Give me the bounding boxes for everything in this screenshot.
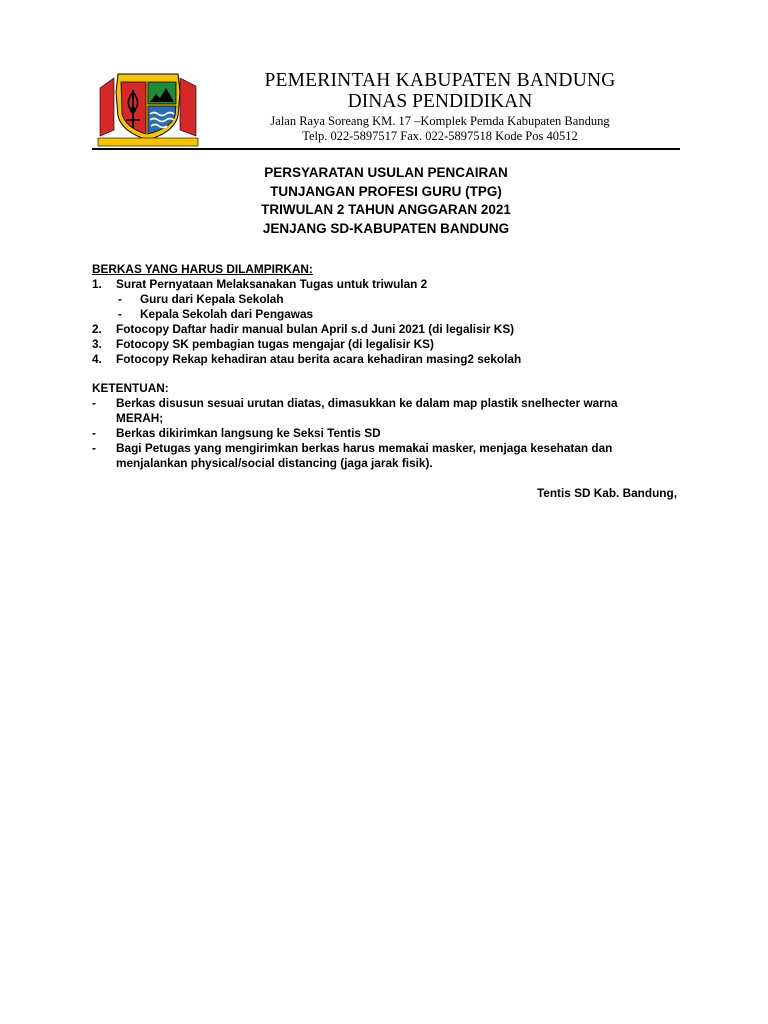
dash-bullet: -: [92, 426, 96, 440]
document-title: [92, 164, 680, 238]
title-line-4: JENJANG SD-KABUPATEN BANDUNG: [262, 220, 510, 236]
signature-line: Tentis SD Kab. Bandung,: [536, 486, 677, 500]
agency-name: DINAS PENDIDIKAN: [347, 91, 533, 112]
list-text: Berkas disusun sesuai urutan diatas, dimasukkan ke dalam map plastik snelhecter warna: [116, 396, 618, 410]
sub-list-text: Kepala Sekolah dari Pengawas: [140, 307, 314, 321]
letterhead: [92, 70, 680, 150]
dash-bullet: -: [118, 292, 122, 306]
document-body: [92, 262, 682, 471]
sub-list-text: Guru dari Kepala Sekolah: [140, 292, 284, 306]
spacer: [92, 367, 682, 381]
list-text-continued: menjalankan physical/social distancing (jaga jarak fisik).: [116, 456, 433, 470]
sub-list-item: [92, 292, 682, 307]
list-item: [92, 396, 682, 426]
dash-bullet: -: [118, 307, 122, 321]
list-text: Bagi Petugas yang mengirimkan berkas harus memakai masker, menjaga kesehatan dan: [116, 441, 613, 455]
list-number: 3.: [92, 337, 102, 351]
list-item: [92, 337, 682, 352]
list-text: Fotocopy Rekap kehadiran atau berita acara kehadiran masing2 sekolah: [116, 352, 522, 366]
list-number: 2.: [92, 322, 102, 336]
dash-bullet: -: [92, 396, 96, 410]
list-item: [92, 277, 682, 292]
list-text: Surat Pernyataan Melaksanakan Tugas untuk triwulan 2: [116, 277, 428, 291]
title-line-1: PERSYARATAN USULAN PENCAIRAN: [264, 165, 508, 180]
letterhead-divider: [92, 148, 680, 150]
organization-name: PEMERINTAH KABUPATEN BANDUNG: [264, 70, 616, 91]
address-line: Jalan Raya Soreang KM. 17 –Komplek Pemda Kabupaten Bandung: [270, 114, 610, 128]
list-text: Fotocopy Daftar hadir manual bulan April s.d Juni 2021 (di legalisir KS): [116, 322, 515, 336]
provisions-heading: KETENTUAN:: [92, 381, 169, 395]
kabupaten-bandung-logo-icon: [92, 70, 200, 148]
title-line-2: TUNJANGAN PROFESI GURU (TPG): [270, 183, 502, 199]
attachments-heading: BERKAS YANG HARUS DILAMPIRKAN:: [92, 262, 313, 276]
list-text: Fotocopy SK pembagian tugas mengajar (di legalisir KS): [116, 337, 434, 351]
letterhead-text: [200, 70, 680, 144]
list-item: [92, 352, 682, 367]
list-text: Berkas dikirimkan langsung ke Seksi Tentis SD: [116, 426, 381, 440]
dash-bullet: -: [92, 441, 96, 455]
sub-list-item: [92, 307, 682, 322]
contact-line: Telp. 022-5897517 Fax. 022-5897518 Kode Pos 40512: [302, 129, 578, 143]
list-item: [92, 426, 682, 441]
list-number: 4.: [92, 352, 102, 366]
list-text-continued: MERAH;: [116, 411, 164, 425]
list-item: [92, 441, 682, 471]
title-line-3: TRIWULAN 2 TAHUN ANGGARAN 2021: [261, 202, 511, 217]
list-number: 1.: [92, 277, 102, 291]
list-item: [92, 322, 682, 337]
